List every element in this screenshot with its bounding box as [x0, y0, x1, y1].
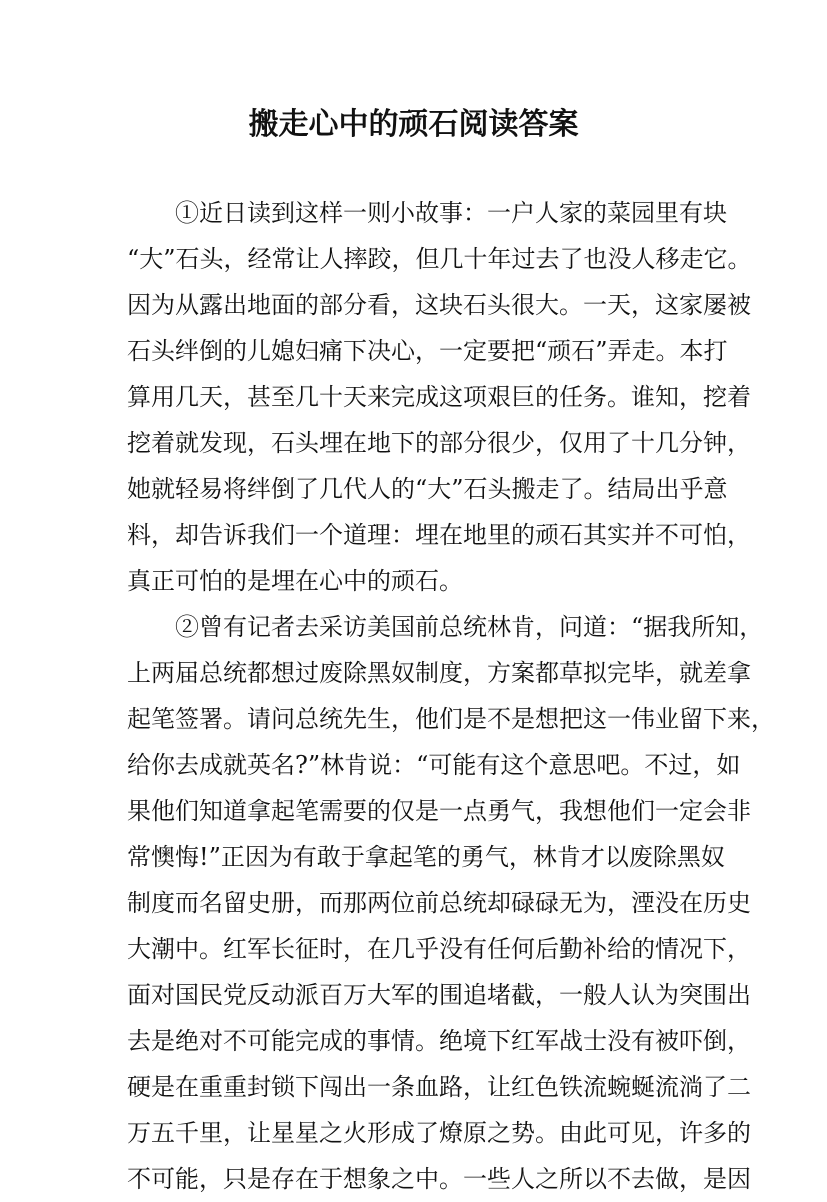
paragraph-line: 万五千里，让星星之火形成了燎原之势。由此可见，许多的	[127, 1119, 751, 1147]
paragraph-line: ②曾有记者去采访美国前总统林肯，问道：“据我所知，	[175, 613, 764, 641]
paragraph-line: 因为从露出地面的部分看，这块石头很大。一天，这家屡被	[127, 291, 751, 319]
paragraph-line: 料，却告诉我们一个道理：埋在地里的顽石其实并不可怕，	[127, 521, 751, 549]
paragraph-line: 制度而名留史册，而那两位前总统却碌碌无为，湮没在历史	[127, 889, 751, 917]
paragraph-line: 大潮中。红军长征时，在几乎没有任何后勤补给的情况下，	[127, 935, 751, 963]
paragraph-line: 面对国民党反动派百万大军的围追堵截，一般人认为突围出	[127, 981, 751, 1009]
paragraph-line: “大”石头，经常让人摔跤，但几十年过去了也没人移走它。	[127, 245, 752, 273]
paragraph-line: ①近日读到这样一则小故事：一户人家的菜园里有块	[175, 199, 727, 227]
paragraph-line: 果他们知道拿起笔需要的仅是一点勇气，我想他们一定会非	[127, 797, 751, 825]
document-body	[127, 190, 775, 1202]
paragraph-line: 起笔签署。请问总统先生，他们是不是想把这一伟业留下来，	[127, 705, 775, 733]
paragraph-line: 不可能，只是存在于想象之中。一些人之所以不去做，是因	[127, 1165, 751, 1193]
paragraph-line: 算用几天，甚至几十天来完成这项艰巨的任务。谁知，挖着	[127, 383, 751, 411]
paragraph-line: 挖着就发现，石头埋在地下的部分很少，仅用了十几分钟，	[127, 429, 751, 457]
document-title: 搬走心中的顽石阅读答案	[248, 107, 579, 142]
paragraph-line: 石头绊倒的儿媳妇痛下决心，一定要把“顽石”弄走。本打	[127, 337, 728, 365]
paragraph-line: 去是绝对不可能完成的事情。绝境下红军战士没有被吓倒，	[127, 1027, 751, 1055]
paragraph-line: 真正可怕的是埋在心中的顽石。	[127, 567, 463, 595]
paragraph-line: 常懊悔!”正因为有敢于拿起笔的勇气，林肯才以废除黑奴	[127, 843, 725, 871]
paragraph-line: 硬是在重重封锁下闯出一条血路，让红色铁流蜿蜒流淌了二	[127, 1073, 751, 1101]
paragraph-line: 她就轻易将绊倒了几代人的“大”石头搬走了。结局出乎意	[127, 475, 728, 503]
paragraph-line: 给你去成就英名?”林肯说：“可能有这个意思吧。不过，如	[127, 751, 741, 779]
paragraph-line: 上两届总统都想过废除黑奴制度，方案都草拟完毕，就差拿	[127, 659, 751, 687]
